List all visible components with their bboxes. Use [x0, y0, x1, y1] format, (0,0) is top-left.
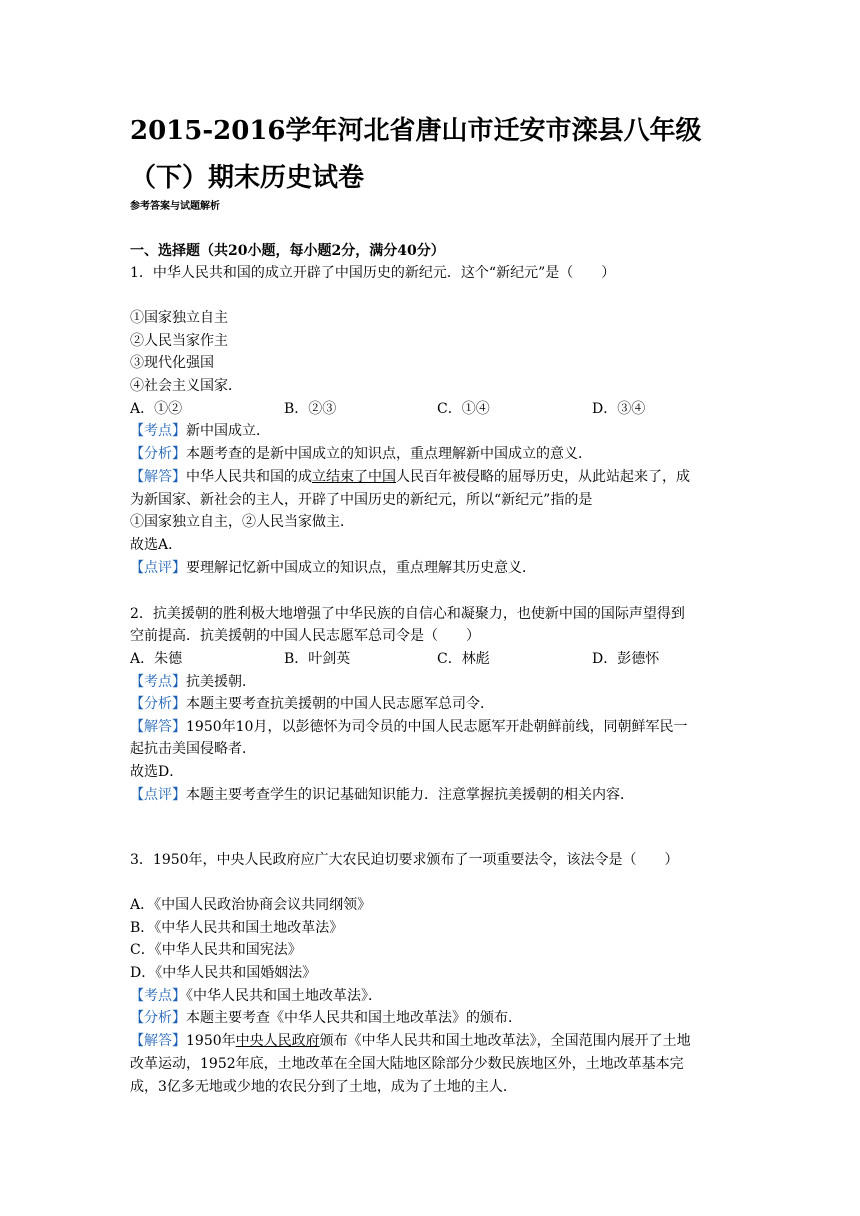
q3-jieda-text-a: 1950年 — [186, 1033, 236, 1049]
q2-kaodian — [130, 671, 256, 693]
q1-stem: 1．中华人民共和国的成立开辟了中国历史的新纪元．这个“新纪元”是（ ） — [130, 265, 616, 281]
q3-kaodian — [130, 985, 382, 1007]
q3-option-c: C．《中华人民共和国宪法》 — [130, 942, 302, 958]
q1-dianping-text: 要理解记忆新中国成立的知识点，重点理解其历史意义． — [186, 560, 536, 576]
fenxi-tag: 【分析】 — [130, 696, 186, 712]
q3-fenxi-text: 本题主要考查《中华人民共和国土地改革法》的颁布． — [186, 1010, 522, 1026]
q2-stem-line1: 2．抗美援朝的胜利极大地增强了中华民族的自信心和凝聚力，也使新中国的国际声望得到 — [130, 606, 685, 622]
q3-option-d: D．《中华人民共和国婚姻法》 — [130, 965, 317, 981]
q3-jieda-text-b: 颁布《中华人民共和国土地改革法》，全国范围内展开了土地 — [319, 1033, 691, 1049]
q1-option-a: A．①② — [130, 401, 183, 417]
fenxi-tag: 【分析】 — [130, 446, 186, 462]
page-subtitle: 参考答案与试题解析 — [130, 201, 220, 212]
kaodian-tag: 【考点】 — [130, 674, 186, 690]
q3-stem: 3．1950年，中央人民政府应广大农民迫切要求颁布了一项重要法令，该法令是（ ） — [130, 852, 679, 868]
q2-stem-line2: 空前提高．抗美援朝的中国人民志愿军总司令是（ ） — [130, 628, 480, 644]
q1-option-b: B．②③ — [284, 401, 337, 417]
q1-option-d: D．③④ — [592, 401, 646, 417]
q2-option-b: B．叶剑英 — [284, 651, 351, 667]
q1-item-1: ①国家独立自主 — [130, 310, 228, 326]
jieda-tag: 【解答】 — [130, 469, 186, 485]
q2-option-a: A．朱德 — [130, 651, 183, 667]
q2-kaodian-text: 抗美援朝． — [186, 674, 256, 690]
q1-option-c: C．①④ — [437, 401, 490, 417]
q2-fenxi — [130, 693, 494, 715]
q3-option-a: A．《中国人民政治协商会议共同纲领》 — [130, 897, 372, 913]
q1-jieda-text-b: 人民百年被侵略的屈辱历史，从此站起来了，成 — [396, 469, 690, 485]
q1-answer: 故选A． — [130, 537, 183, 553]
q1-jieda-underlined: 立结束了中国 — [312, 469, 396, 485]
page-title: 2015-2016学年河北省唐山市迁安市滦县八年级（下）期末历史试卷 — [130, 116, 702, 193]
dianping-tag: 【点评】 — [130, 560, 186, 576]
q3-fenxi — [130, 1007, 522, 1029]
q2-dianping — [130, 784, 634, 806]
q1-fenxi-text: 本题考查的是新中国成立的知识点，重点理解新中国成立的意义． — [186, 446, 592, 462]
q2-option-c: C．林彪 — [437, 651, 490, 667]
q2-answer: 故选D． — [130, 764, 184, 780]
jieda-tag: 【解答】 — [130, 719, 186, 735]
q3-option-b: B．《中华人民共和国土地改革法》 — [130, 920, 344, 936]
q1-item-2: ②人民当家作主 — [130, 333, 228, 349]
section-heading: 一、选择题（共20小题，每小题2分，满分40分） — [130, 243, 445, 259]
q2-jieda-line2: 起抗击美国侵略者． — [130, 741, 256, 757]
q1-kaodian — [130, 420, 270, 442]
kaodian-tag: 【考点】 — [130, 988, 186, 1004]
q2-jieda-text: 1950年10月，以彭德怀为司令员的中国人民志愿军开赴朝鲜前线，同朝鲜军民一 — [186, 719, 688, 735]
q1-jieda-text-a: 中华人民共和国的成 — [186, 469, 312, 485]
q3-jieda-line3: 成，3亿多无地或少地的农民分到了土地，成为了土地的主人． — [130, 1079, 517, 1095]
q3-jieda-line2: 改革运动，1952年底，土地改革在全国大陆地区除部分少数民族地区外，土地改革基本完 — [130, 1056, 684, 1072]
q3-jieda — [130, 1030, 691, 1052]
q2-dianping-text: 本题主要考查学生的识记基础知识能力．注意掌握抗美援朝的相关内容． — [186, 787, 634, 803]
q3-kaodian-text: 《中华人民共和国土地改革法》． — [186, 988, 382, 1004]
q1-item-3: ③现代化强国 — [130, 355, 214, 371]
q1-kaodian-text: 新中国成立． — [186, 423, 270, 439]
q1-fenxi — [130, 443, 592, 465]
q3-jieda-underlined: 中央人民政府 — [235, 1033, 320, 1049]
q1-jieda-line2: 为新国家、新社会的主人，开辟了中国历史的新纪元，所以“新纪元”指的是 — [130, 492, 593, 508]
q1-jieda-line3: ①国家独立自主，②人民当家做主． — [130, 514, 354, 530]
q2-jieda — [130, 716, 687, 738]
q1-item-4: ④社会主义国家． — [130, 378, 242, 394]
q1-jieda — [130, 466, 690, 488]
q2-fenxi-text: 本题主要考查抗美援朝的中国人民志愿军总司令． — [186, 696, 494, 712]
dianping-tag: 【点评】 — [130, 787, 186, 803]
q1-dianping — [130, 557, 536, 579]
q2-option-d: D．彭德怀 — [592, 651, 660, 667]
fenxi-tag: 【分析】 — [130, 1010, 186, 1026]
jieda-tag: 【解答】 — [130, 1033, 186, 1049]
kaodian-tag: 【考点】 — [130, 423, 186, 439]
